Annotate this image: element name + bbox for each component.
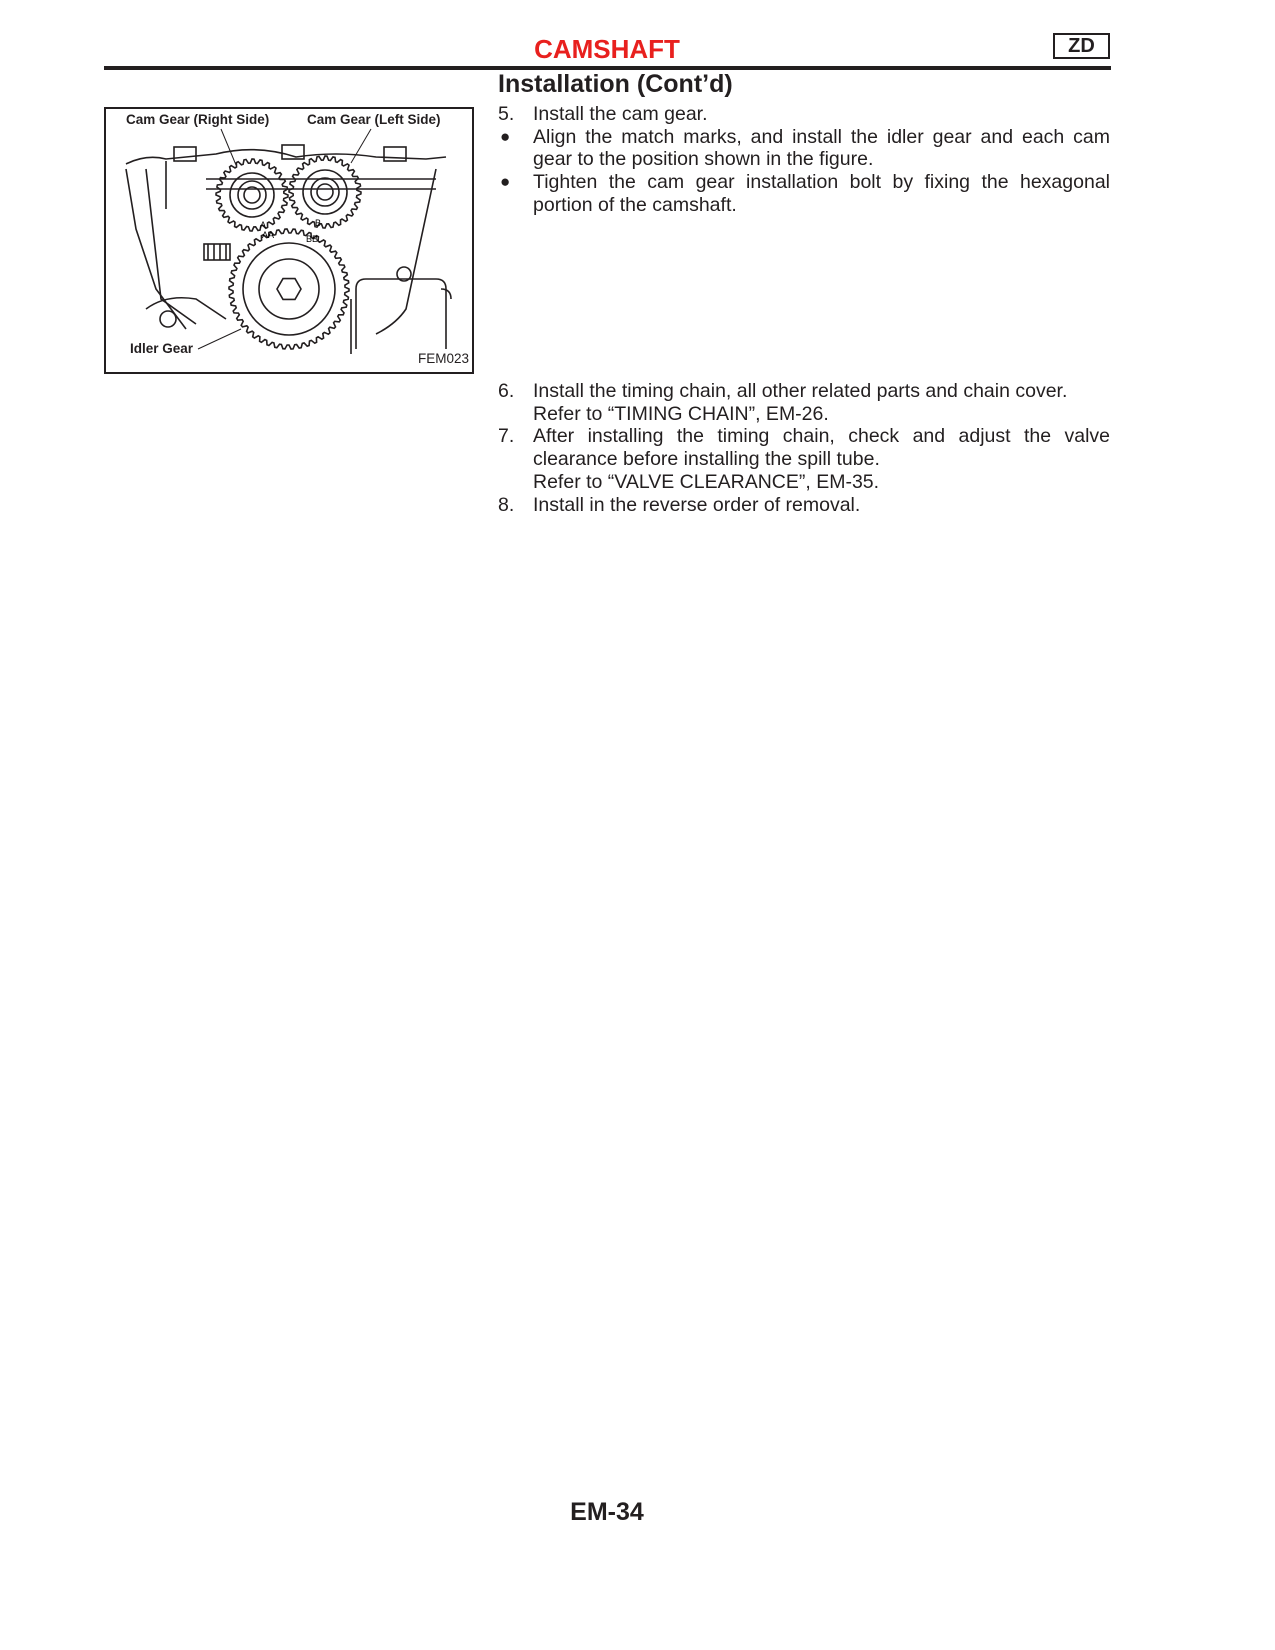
step-6	[498, 380, 1110, 425]
bullet-tighten	[498, 171, 1110, 216]
step-text: Tighten the cam gear installation bolt by fixing the hexagonal portion of the camshaft.	[533, 171, 1110, 216]
step-number: 6.	[498, 380, 515, 402]
section-heading: Installation (Cont’d)	[498, 70, 733, 98]
gear-illustration	[106, 109, 472, 372]
cam-gear-left	[289, 156, 361, 228]
bullet-icon: ●	[500, 126, 511, 146]
label-cam-gear-left: Cam Gear (Left Side)	[307, 112, 441, 127]
idler-bolt-hex	[277, 279, 301, 300]
label-idler-gear: Idler Gear	[130, 341, 194, 356]
bullet-icon: ●	[500, 172, 511, 192]
step-5	[498, 103, 1110, 126]
figure-code: FEM023	[417, 351, 469, 366]
step-8	[498, 494, 1110, 517]
steps-bottom	[498, 380, 1110, 516]
step-text: Install the cam gear.	[533, 103, 708, 125]
cam-gear-left-ring	[311, 178, 339, 206]
page-number: EM-34	[570, 1498, 644, 1526]
page-title: CAMSHAFT	[534, 34, 680, 64]
step-number: 5.	[498, 103, 515, 125]
step-reference: Refer to “VALVE CLEARANCE”, EM-35.	[533, 470, 880, 493]
step-number: 7.	[498, 425, 515, 448]
step-7	[498, 425, 1110, 493]
idler-gear	[229, 229, 349, 349]
engine-code-badge: ZD	[1053, 33, 1110, 59]
match-mark-bb: BB	[306, 234, 319, 244]
cam-gear-left-ring	[317, 184, 333, 200]
steps-top	[498, 103, 1110, 217]
step-text: Align the match marks, and install the idler gear and each cam gear to the position shown in the figure.	[533, 125, 1110, 171]
bullet-align	[498, 126, 1110, 171]
step-reference: Refer to “TIMING CHAIN”, EM-26.	[533, 402, 829, 425]
step-number: 8.	[498, 493, 515, 516]
label-cam-gear-right: Cam Gear (Right Side)	[126, 112, 270, 127]
step-text: Install in the reverse order of removal.	[533, 493, 861, 516]
match-mark-b: B	[315, 218, 322, 228]
step-text: Install the timing chain, all other related parts and chain cover.	[533, 380, 1068, 402]
gear-alignment-figure	[104, 107, 474, 374]
step-text: After installing the timing chain, check and adjust the valve clearance before installing the spill tube.	[533, 425, 1110, 471]
cam-gear-left-ring	[303, 170, 347, 214]
match-mark-aa: AA	[262, 230, 275, 240]
cam-gear-right	[216, 159, 288, 231]
cam-gear-right-ring	[238, 181, 266, 209]
idler-gear-ring	[243, 243, 335, 335]
match-mark-a: A	[260, 220, 267, 230]
idler-gear-ring	[259, 259, 319, 319]
